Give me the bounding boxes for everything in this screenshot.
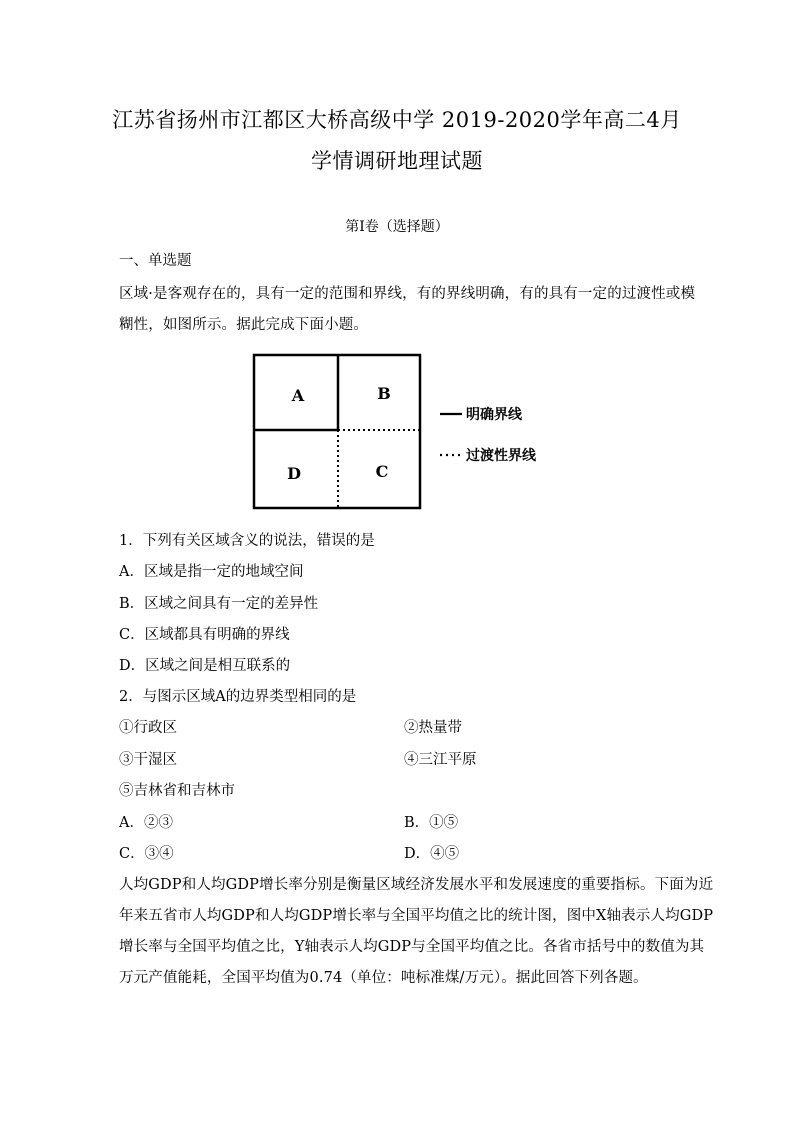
section-title: 第Ⅰ卷（选择题） bbox=[345, 219, 449, 235]
cell-label-c: C bbox=[375, 462, 389, 481]
legend-transition-label: 过渡性界线 bbox=[466, 448, 536, 464]
question-1-option-c: C．区域都具有明确的界线 bbox=[119, 627, 290, 643]
passage2-line-3: 增长率与全国平均值之比，Y轴表示人均GDP与全国平均值之比。各省市括号中的数值为其 bbox=[119, 939, 705, 955]
question-1-stem: 1．下列有关区域含义的说法，错误的是 bbox=[119, 533, 375, 549]
cell-label-a: A bbox=[291, 386, 305, 405]
exam-title-line2: 学情调研地理试题 bbox=[311, 149, 483, 173]
passage2-line-4: 万元产值能耗，全国平均值为0.74（单位：吨标准煤/万元）。据此回答下列各题。 bbox=[119, 970, 648, 986]
intro-line-2: 糊性，如图所示。据此完成下面小题。 bbox=[119, 317, 369, 333]
passage2-line-2: 年来五省市人均GDP和人均GDP增长率与全国平均值之比的统计图，图中X轴表示人均GDP bbox=[119, 908, 714, 924]
question-2-option-c: C．③④ bbox=[119, 846, 174, 862]
question-1-option-b: B．区域之间具有一定的差异性 bbox=[119, 596, 319, 612]
exam-title-line1: 江苏省扬州市江都区大桥高级中学 2019-2020学年高二4月 bbox=[112, 108, 682, 132]
question-2-option-a: A．②③ bbox=[119, 815, 173, 831]
intro-line-1: 区域·是客观存在的，具有一定的范围和界线，有的界线明确，有的具有一定的过渡性或模 bbox=[119, 286, 696, 302]
question-2-stem: 2．与图示区域A的边界类型相同的是 bbox=[119, 689, 357, 705]
question-1-option-d: D．区域之间是相互联系的 bbox=[119, 658, 291, 674]
question-2-option-d: D．④⑤ bbox=[404, 846, 460, 862]
cell-label-d: D bbox=[287, 464, 301, 483]
legend-clear-label: 明确界线 bbox=[466, 407, 522, 423]
cell-label-b: B bbox=[377, 384, 391, 403]
region-boundary-figure bbox=[250, 350, 550, 512]
part-title: 一、单选题 bbox=[119, 253, 192, 269]
question-2-item-5: ⑤吉林省和吉林市 bbox=[119, 783, 235, 799]
question-2-item-4: ④三江平原 bbox=[404, 752, 477, 768]
question-2-item-2: ②热量带 bbox=[404, 720, 462, 736]
question-2-option-b: B．①⑤ bbox=[404, 815, 459, 831]
question-2-item-3: ③干湿区 bbox=[119, 752, 177, 768]
question-1-option-a: A．区域是指一定的地域空间 bbox=[119, 564, 304, 580]
question-2-item-1: ①行政区 bbox=[119, 720, 177, 736]
passage2-line-1: 人均GDP和人均GDP增长率分别是衡量区域经济发展水平和发展速度的重要指标。下面为近 bbox=[119, 877, 714, 893]
